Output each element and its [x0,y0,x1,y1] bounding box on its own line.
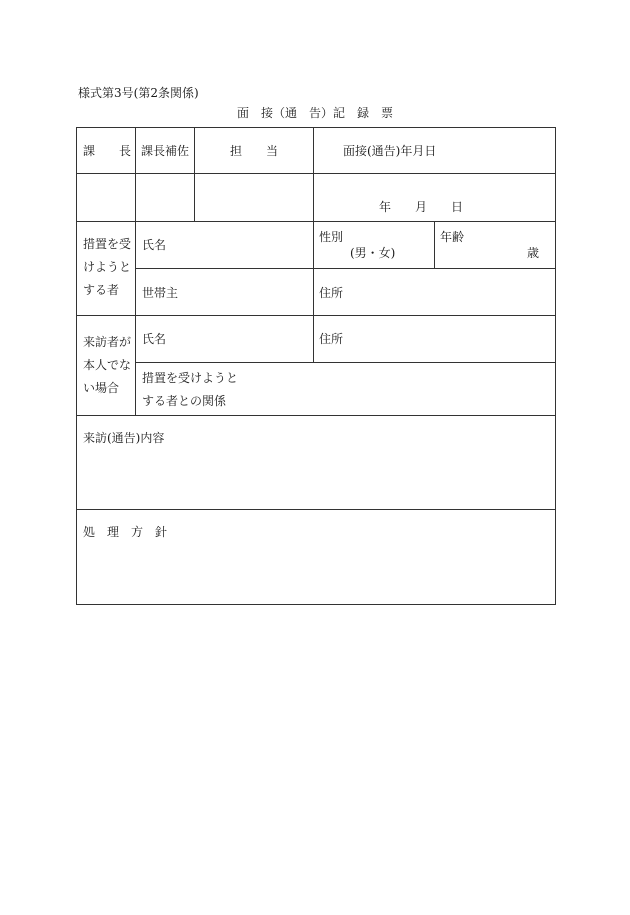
visitor-relation-label-line2: する者との関係 [142,394,227,408]
subject-household-head-field[interactable] [184,269,312,315]
assistant-chief-label: 課長補佐 [141,144,190,158]
form-title: 面 接（通 告）記 録 票 [236,106,393,120]
subject-address-label: 住所 [319,286,344,300]
col-divider-age [434,221,435,269]
visitor-relation-label-line1: 措置を受けようと [142,371,239,385]
assistant-chief-stamp-box[interactable] [136,174,194,221]
subject-group-label-line1: 措置を受 [83,237,132,251]
subject-age-unit: 歳 [527,246,540,260]
visitor-group-label-line3: い場合 [83,381,120,395]
table-border-top [76,127,556,128]
subject-name-field[interactable] [172,222,312,268]
visitor-name-label: 氏名 [142,332,167,346]
policy-field[interactable] [77,545,555,603]
subject-address-field[interactable] [350,269,554,315]
visitor-address-label: 住所 [319,332,344,346]
subject-household-head-label: 世帯主 [142,286,179,300]
chief-label: 課 長 [83,144,132,158]
visitor-group-label-line1: 来訪者が [83,335,132,349]
form-number: 様式第3号(第2条関係) [78,86,199,100]
chief-stamp-box[interactable] [77,174,135,221]
person-in-charge-label: 担 当 [230,144,279,158]
person-in-charge-stamp-box[interactable] [195,174,313,221]
col-divider-chief [135,127,136,416]
visitor-relation-field[interactable] [250,363,554,415]
subject-gender-options[interactable]: (男・女) [350,246,396,260]
subject-age-label: 年齢 [440,230,465,244]
subject-age-field[interactable] [470,222,525,268]
interview-date-label: 面接(通告)年月日 [343,144,437,158]
visit-content-label: 来訪(通告)内容 [83,431,165,445]
visit-content-field[interactable] [77,450,555,508]
subject-name-label: 氏名 [142,238,167,252]
interview-date-field[interactable]: 年 月 日 [379,200,464,214]
row-divider-visitor [76,415,556,416]
col-divider-charge [313,127,314,316]
policy-label: 処 理 方 針 [83,525,168,539]
visitor-name-field[interactable] [172,316,312,362]
subject-group-label-line3: する者 [83,283,120,297]
subject-gender-label: 性別 [319,230,344,244]
visitor-group-label-line2: 本人でな [83,358,132,372]
row-divider-content [76,509,556,510]
col-divider-visitor-name [313,315,314,363]
table-border-right [555,127,556,605]
visitor-address-field[interactable] [350,316,554,362]
table-border-bottom [76,604,556,605]
subject-group-label-line2: けようと [83,260,132,274]
